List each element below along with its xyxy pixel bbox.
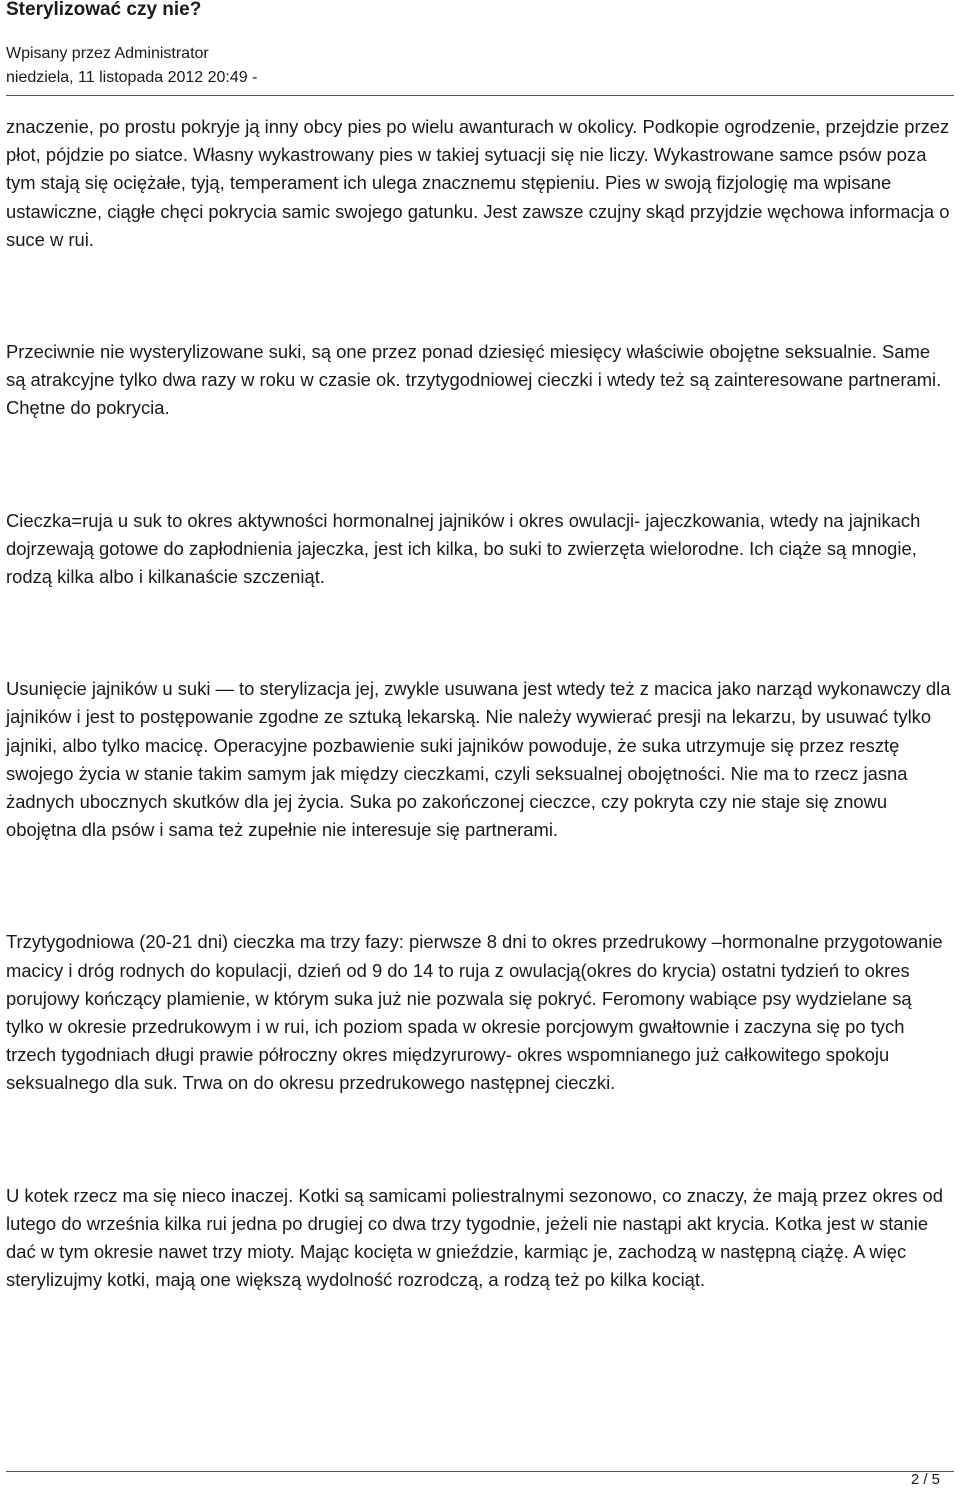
paragraph: Przeciwnie nie wysterylizowane suki, są one przez ponad dziesięć miesięcy właściwie obojętne seksualnie. Same są atrakcyjne tylko dwa razy w roku w czasie ok. trzytygodniowej cieczki i wtedy też są zainteresowane partnerami. Chętne do pokrycia. xyxy=(6,341,942,419)
article-body xyxy=(6,113,954,1294)
paragraph: Trzytygodniowa (20-21 dni) cieczka ma trzy fazy: pierwsze 8 dni to okres przedrukowy –hormonalne przygotowanie macicy i dróg rodnych do kopulacji, dzień od 9 do 14 to ruja z owulacją(okres do krycia) ostatni tydzień to okres porujowy kończący plamienie, w którym suka już nie pozwala się pokryć. Feromony wabiące psy wydzielane są tylko w okresie przedrukowym i w rui, ich poziom spada w okresie porcjowym gwałtownie i zaczyna się po tych trzech tygodniach długi prawie półroczny okres międzyrurowy- okres wspomnianego już całkowitego spokoju seksualnego dla suk. Trwa on do okresu przedrukowego następnej cieczki. xyxy=(6,931,943,1094)
header-divider xyxy=(6,95,954,96)
page-number: 2 / 5 xyxy=(910,1471,940,1488)
date-line: niedziela, 11 listopada 2012 20:49 - xyxy=(6,69,258,86)
article-meta xyxy=(6,42,956,90)
paragraph: Usunięcie jajników u suki — to sterylizacja jej, zwykle usuwana jest wtedy też z macica jako narząd wykonawczy dla jajników i jest to postępowanie zgodne ze sztuką lekarską. Nie należy wywierać presji na lekarzu, by usuwać tylko jajniki, albo tylko macicę. Operacyjne pozbawienie suki jajników powoduje, że suka utrzymuje się przez resztę swojego życia w stanie takim samym jak między cieczkami, czyli seksualnej obojętności. Nie ma to rzecz jasna żadnych ubocznych skutków dla jej życia. Suka po zakończonej cieczce, czy pokryta czy nie staje się znowu obojętna dla psów i sama też zupełnie nie interesuje się partnerami. xyxy=(6,678,951,841)
paragraph: znaczenie, po prostu pokryje ją inny obcy pies po wielu awanturach w okolicy. Podkopie ogrodzenie, przejdzie przez płot, pójdzie po siatce. Własny wykastrowany pies w takiej sytuacji się nie liczy. Wykastrowane samce psów poza tym stają się ociężałe, tyją, temperament ich ulega znacznemu stępieniu. Pies w swoją fizjologię ma wpisane ustawiczne, ciągłe chęci pokrycia samic swojego gatunku. Jest zawsze czujny skąd przyjdzie węchowa informacja o suce w rui. xyxy=(6,116,950,250)
paragraph: Cieczka=ruja u suk to okres aktywności hormonalnej jajników i okres owulacji- jajeczkowania, wtedy na jajnikach dojrzewają gotowe do zapłodnienia jajeczka, jest ich kilka, bo suki to zwierzęta wielorodne. Ich ciąże są mnogie, rodzą kilka albo i kilkanaście szczeniąt. xyxy=(6,509,921,588)
footer-divider xyxy=(6,1471,954,1472)
document-header xyxy=(6,0,956,90)
page-title: Sterylizować czy nie? xyxy=(6,0,202,20)
paragraph: U kotek rzecz ma się nieco inaczej. Kotki są samicami poliestralnymi sezonowo, co znaczy, że mają przez okres od lutego do września kilka rui jedna po drugiej co dwa trzy tygodnie, jeżeli nie nastąpi akt krycia. Kotka jest w stanie dać w tym okresie nawet trzy mioty. Mając kocięta w gnieździe, karmiąc je, zachodzą w następną ciążę. A więc sterylizujmy kotki, mają one większą wydolność rozrodczą, a rodzą też po kilka kociąt. xyxy=(6,1184,943,1291)
author-line: Wpisany przez Administrator xyxy=(6,45,209,62)
